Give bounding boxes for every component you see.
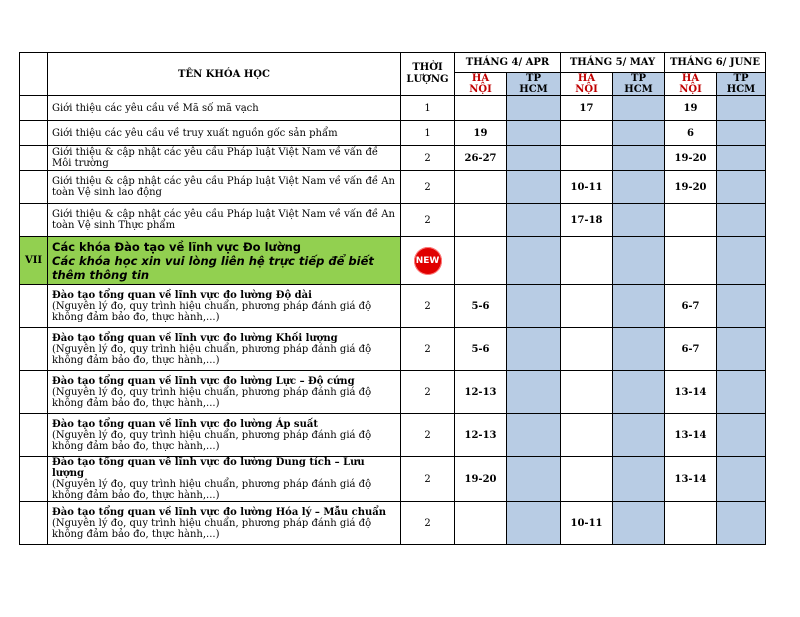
cell-jun-hn: 6-7 xyxy=(665,328,717,371)
course-title: Đào tạo tổng quan về lĩnh vực đo lường Lực – Độ cứng xyxy=(52,375,355,387)
cell-jun-hcm xyxy=(717,328,766,371)
section-title-cell xyxy=(48,237,401,285)
course-title: Đào tạo tổng quan về lĩnh vực đo lường Áp suất xyxy=(52,418,318,430)
cell-apr-hcm xyxy=(507,328,561,371)
course-duration: 2 xyxy=(401,285,455,328)
cell-jun-hcm xyxy=(717,285,766,328)
cell-may-hn xyxy=(561,146,613,171)
cell-jun-hcm xyxy=(717,502,766,545)
cell-apr-hcm xyxy=(507,146,561,171)
course-name: Giới thiệu các yêu cầu về Mã số mã vạch xyxy=(48,96,401,121)
cell-jun-hn: 13-14 xyxy=(665,414,717,457)
cell-apr-hn: 5-6 xyxy=(455,285,507,328)
cell-may-hcm xyxy=(613,171,665,204)
cell-may-hn xyxy=(561,457,613,502)
cell-apr-hcm xyxy=(507,171,561,204)
course-description: (Nguyên lý đo, quy trình hiệu chuẩn, phương pháp đánh giá độ không đảm bảo đo, thực hành,...) xyxy=(52,479,372,501)
table-row xyxy=(20,146,766,171)
cell-jun-hcm xyxy=(717,457,766,502)
header-month-jun: THÁNG 6/ JUNE xyxy=(665,53,766,73)
cell-apr-hn: 5-6 xyxy=(455,328,507,371)
cell-may-hcm xyxy=(613,371,665,414)
cell-jun-hn: 19-20 xyxy=(665,171,717,204)
cell-may-hn: 10-11 xyxy=(561,502,613,545)
cell-apr-hcm xyxy=(507,414,561,457)
table-row xyxy=(20,414,766,457)
cell-may-hn xyxy=(561,285,613,328)
course-title: Đào tạo tổng quan về lĩnh vực đo lường Độ dài xyxy=(52,289,312,301)
header-city-hcm: TP HCM xyxy=(613,73,665,96)
cell-jun-hn: 6-7 xyxy=(665,285,717,328)
cell-jun-hn: 13-14 xyxy=(665,371,717,414)
course-description: (Nguyên lý đo, quy trình hiệu chuẩn, phương pháp đánh giá độ không đảm bảo đo, thực hành,...) xyxy=(52,429,372,452)
cell-jun-hcm xyxy=(717,371,766,414)
cell-may-hcm xyxy=(613,502,665,545)
course-duration: 2 xyxy=(401,146,455,171)
course-duration: 1 xyxy=(401,121,455,146)
course-name: Giới thiệu & cập nhật các yêu cầu Pháp luật Việt Nam về vấn đề An toàn Vệ sinh Thực phẩm xyxy=(48,204,401,237)
section-header-row xyxy=(20,237,766,285)
cell-jun-hn: 19-20 xyxy=(665,146,717,171)
course-duration: 2 xyxy=(401,414,455,457)
cell-may-hn: 17 xyxy=(561,96,613,121)
cell-may-hn xyxy=(561,371,613,414)
course-description: (Nguyên lý đo, quy trình hiệu chuẩn, phương pháp đánh giá độ không đảm bảo đo, thực hành,...) xyxy=(52,343,372,366)
header-course-name: TÊN KHÓA HỌC xyxy=(48,53,401,96)
course-name-cell xyxy=(48,414,401,457)
cell-apr-hcm xyxy=(507,371,561,414)
cell-apr-hcm xyxy=(507,204,561,237)
header-num-cell xyxy=(20,53,48,96)
table-row xyxy=(20,328,766,371)
header-month-apr: THÁNG 4/ APR xyxy=(455,53,561,73)
course-description: (Nguyên lý đo, quy trình hiệu chuẩn, phương pháp đánh giá độ không đảm bảo đo, thực hành,...) xyxy=(52,517,372,540)
header-duration-line1: THỜI xyxy=(412,62,443,73)
table-row xyxy=(20,171,766,204)
course-title: Đào tạo tổng quan về lĩnh vực đo lường Khối lượng xyxy=(52,332,338,344)
header-row-months xyxy=(20,53,766,73)
new-badge-cell xyxy=(401,237,455,285)
cell-apr-hcm xyxy=(507,121,561,146)
cell-apr-hn xyxy=(455,204,507,237)
cell-may-hn xyxy=(561,414,613,457)
cell-apr-hn xyxy=(455,502,507,545)
cell-apr-hn: 26-27 xyxy=(455,146,507,171)
header-city-hn: HÀ NỘI xyxy=(561,73,613,96)
course-title: Đào tạo tổng quan về lĩnh vực đo lường Hóa lý – Mẫu chuẩn xyxy=(52,506,387,518)
course-name-cell xyxy=(48,457,401,502)
cell-may-hcm xyxy=(613,285,665,328)
course-name: Giới thiệu các yêu cầu về truy xuất nguồn gốc sản phẩm xyxy=(48,121,401,146)
cell-apr-hn: 12-13 xyxy=(455,414,507,457)
cell-may-hcm xyxy=(613,328,665,371)
cell-apr-hn: 12-13 xyxy=(455,371,507,414)
cell-may-hn: 10-11 xyxy=(561,171,613,204)
cell-apr-hcm xyxy=(507,457,561,502)
table-row xyxy=(20,96,766,121)
training-schedule-table xyxy=(19,52,766,545)
course-name: Giới thiệu & cập nhật các yêu cầu Pháp luật Việt Nam về vấn đề An toàn Vệ sinh lao động xyxy=(48,171,401,204)
table-row xyxy=(20,457,766,502)
course-name-cell xyxy=(48,371,401,414)
cell-apr-hn: 19 xyxy=(455,121,507,146)
course-duration: 2 xyxy=(401,502,455,545)
cell-apr-hcm xyxy=(507,96,561,121)
course-title: Đào tạo tổng quan về lĩnh vực đo lường Dung tích – Lưu lượng xyxy=(52,457,365,479)
course-name: Giới thiệu & cập nhật các yêu cầu Pháp luật Việt Nam về vấn đề Môi trường xyxy=(48,146,401,171)
cell-jun-hcm xyxy=(717,204,766,237)
course-name-cell xyxy=(48,328,401,371)
course-description: (Nguyên lý đo, quy trình hiệu chuẩn, phương pháp đánh giá độ không đảm bảo đo, thực hành,...) xyxy=(52,300,372,323)
cell-jun-hn xyxy=(665,502,717,545)
cell-jun-hn xyxy=(665,204,717,237)
cell-may-hcm xyxy=(613,204,665,237)
cell-jun-hcm xyxy=(717,96,766,121)
cell-may-hn: 17-18 xyxy=(561,204,613,237)
cell-jun-hn: 6 xyxy=(665,121,717,146)
table-row xyxy=(20,502,766,545)
cell-apr-hcm xyxy=(507,502,561,545)
new-badge: NEW xyxy=(414,247,442,275)
course-name-cell xyxy=(48,285,401,328)
cell-apr-hn xyxy=(455,171,507,204)
table-row xyxy=(20,285,766,328)
section-number: VII xyxy=(20,237,48,285)
course-duration: 1 xyxy=(401,96,455,121)
header-duration xyxy=(401,53,455,96)
course-duration: 2 xyxy=(401,204,455,237)
cell-may-hn xyxy=(561,328,613,371)
table-row xyxy=(20,121,766,146)
cell-may-hcm xyxy=(613,96,665,121)
section-title: Các khóa Đào tạo về lĩnh vực Đo lường xyxy=(52,239,302,254)
header-duration-line2: LƯỢNG xyxy=(406,74,449,85)
course-name-cell xyxy=(48,502,401,545)
cell-jun-hcm xyxy=(717,146,766,171)
header-month-may: THÁNG 5/ MAY xyxy=(561,53,665,73)
header-city-hn: HÀ NỘI xyxy=(455,73,507,96)
course-description: (Nguyên lý đo, quy trình hiệu chuẩn, phương pháp đánh giá độ không đảm bảo đo, thực hành,...) xyxy=(52,386,372,409)
cell-may-hcm xyxy=(613,414,665,457)
cell-jun-hcm xyxy=(717,171,766,204)
header-city-hcm: TP HCM xyxy=(717,73,766,96)
cell-may-hn xyxy=(561,121,613,146)
course-duration: 2 xyxy=(401,371,455,414)
cell-jun-hn: 13-14 xyxy=(665,457,717,502)
cell-jun-hn: 19 xyxy=(665,96,717,121)
course-duration: 2 xyxy=(401,457,455,502)
header-city-hcm: TP HCM xyxy=(507,73,561,96)
table-row xyxy=(20,204,766,237)
cell-apr-hn: 19-20 xyxy=(455,457,507,502)
cell-apr-hn xyxy=(455,96,507,121)
cell-may-hcm xyxy=(613,457,665,502)
table-row xyxy=(20,371,766,414)
cell-jun-hcm xyxy=(717,414,766,457)
section-subtitle: Các khóa học xin vui lòng liên hệ trực tiếp để biết thêm thông tin xyxy=(52,253,374,282)
cell-jun-hcm xyxy=(717,121,766,146)
cell-may-hcm xyxy=(613,146,665,171)
cell-apr-hcm xyxy=(507,285,561,328)
course-duration: 2 xyxy=(401,171,455,204)
header-city-hn: HÀ NỘI xyxy=(665,73,717,96)
course-duration: 2 xyxy=(401,328,455,371)
cell-may-hcm xyxy=(613,121,665,146)
